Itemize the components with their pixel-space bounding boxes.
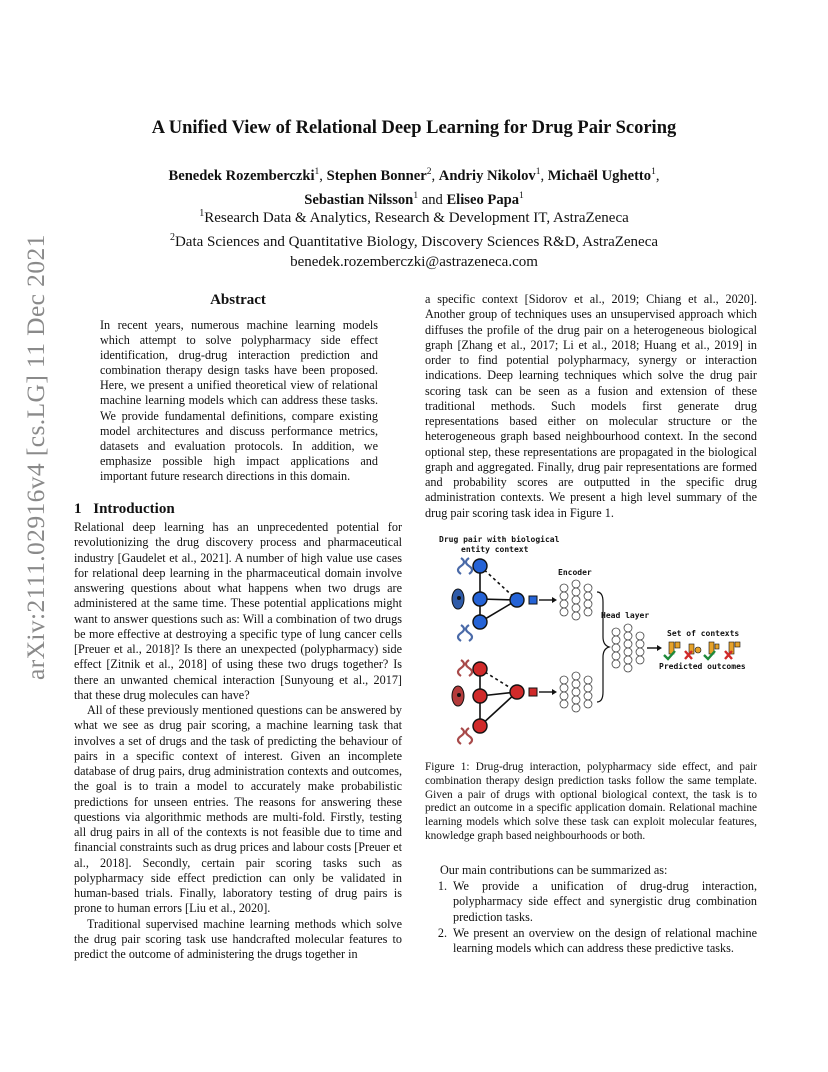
pill-icon	[529, 688, 537, 696]
figure-label: Set of contexts	[667, 629, 740, 638]
drug-node	[473, 615, 487, 629]
contributions-list	[425, 879, 757, 957]
author-name: Stephen Bonner	[326, 167, 427, 184]
author-name: Eliseo Papa	[446, 191, 520, 208]
encoder-network	[560, 580, 592, 620]
cell-icon	[452, 589, 464, 609]
figure-label: Predicted outcomes	[659, 662, 746, 671]
left-column-text	[74, 520, 402, 962]
figure-1	[425, 532, 757, 752]
dna-icon	[458, 660, 472, 676]
section-heading: 1 Introduction	[74, 501, 175, 517]
author-email: benedek.rozemberczki@astrazeneca.com	[290, 254, 538, 270]
affiliations: $^1$Research Data & Analytics, Research & Development IT, AstraZeneca $^2$Data Sciences and Quantitative Biology, Discovery Sciences R&D, AstraZeneca benedek.rozemberczki@astrazeneca.com	[0, 204, 828, 272]
figure-diagram	[425, 532, 757, 752]
dna-icon	[458, 728, 472, 744]
paragraph: Relational deep learning has an unprecedented potential for revolutionizing the drug discovery process and pharmaceutical industry [Gaudelet et al., 2021]. A number of high value use cases for relational deep learning in the pharmaceutical domain involve answering questions about what happens when two drugs are administered at the same time. These potential applications might want to answer questions such as: Will a combination of two drugs be more effective at destroying a specific type of lung cancer cells [Preuer et al., 2018]? Is there an unexpected (polypharmacy) side effect [Zitnik et al., 2018] of using these two drugs together? Is there an unwanted chemical interaction [Sunyoung et al., 2017] that these drug molecules can have?	[74, 520, 402, 702]
affiliation-1: Research Data & Analytics, Research & Development IT, AstraZeneca	[204, 210, 629, 226]
paragraph: a specific context [Sidorov et al., 2019; Chiang et al., 2020]. Another group of techniques uses an unsupervised approach which diffuses the profile of the drug pair on a heterogeneous biological graph [Zhang et al., 2017; Li et al., 2018; Huang et al., 2019] in order to find potential polypharmacy, synergy or interaction indications. Deep learning techniques which solve the drug pair scoring task can be seen as a fusion and extension of these traditional methods. Such models first generate drug representations based either on molecular structure or the heterogeneous graph based neighbourhood context. In the second optional step, these representations are propagated in the biological graph and aggregated. Finally, drug pair representations are formed and probability scores are outputted in the specific drug administration contexts. We present a high level summary of the drug pair scoring task idea in Figure 1.	[425, 292, 757, 520]
drug-node	[473, 689, 487, 703]
author-list: Benedek Rozemberczki$^1$, Stephen Bonner$^2$, Andriy Nikolov$^1$, Michaël Ughetto$^1$, Sebastian Nilsson$^1$ and Eliseo Papa$^1$	[168, 167, 660, 208]
cross-icon	[725, 651, 732, 659]
list-item: 2. We present an overview on the design of relational machine learning models which can address these predictive tasks.	[437, 925, 757, 955]
figure-caption: Figure 1: Drug-drug interaction, polypharmacy side effect, and pair combination therapy design prediction tasks follow the same template. Given a pair of drugs with optional biological context, the task is to predict an outcome in a specific application domain. Relational machine learning models which solve these task can exploit molecular features, knowledge graph based neighbourhoods or both.	[425, 761, 757, 842]
author-name: Sebastian Nilsson	[304, 191, 414, 208]
drug-node	[473, 662, 487, 676]
list-item: 1. We provide a unification of drug-drug interaction, polypharmacy side effect and synergistic drug combination prediction tasks.	[437, 879, 757, 924]
figure-label: Encoder	[558, 568, 592, 577]
cell-icon	[452, 686, 464, 706]
author-name: Andriy Nikolov	[438, 167, 536, 184]
figure-label: entity context	[461, 545, 529, 554]
abstract-body: In recent years, numerous machine learning models which attempt to solve polypharmacy side effect identification, drug-drug interaction prediction and combination therapy design tasks have been proposed. Here, we present a unified theoretical view of relational machine learning models which can address these tasks. We provide fundamental definitions, compare existing model architectures and discuss performance metrics, datasets and evaluation protocols. In addition, we emphasize possible high impact applications and important future research directions in this domain.	[100, 318, 378, 483]
arxiv-identifier: arXiv:2111.02916v4 [cs.LG] 11 Dec 2021	[21, 234, 50, 680]
dna-icon	[458, 558, 472, 574]
drug-node	[510, 593, 524, 607]
author-name: Benedek Rozemberczki	[168, 167, 315, 184]
drug-node	[510, 685, 524, 699]
paragraph: All of these previously mentioned questions can be answered by what we see as drug pair scoring, a machine learning task that involves a set of drugs and the task of predicting the behaviour of pairs in a specific context of interest. Given an incomplete database of drug pairs, drug administration contexts and outcomes, the goal is to train a model to accurately make probabilistic predictions for unseen entries. The reasons for answering these questions via algorithmic methods are multi-fold. Firstly, testing all drug pairs in all of the contexts is not feasible due to time and financial constraints such as drug prices and labour costs [Preuer et al., 2018]. Secondly, certain pair scoring tasks such as polypharmacy side effect prediction can only be validated in human-based trials. Finally, laboratory testing of drug pairs is prone to human errors [Liu et al., 2020].	[74, 703, 402, 916]
figure-label: Head layer	[601, 611, 650, 620]
encoder-network	[560, 672, 592, 712]
dna-icon	[458, 625, 472, 641]
brace	[597, 592, 609, 702]
pill-icon	[529, 596, 537, 604]
figure-label: Drug pair with biological	[439, 535, 560, 544]
drug-node	[473, 719, 487, 733]
author-name: Michaël Ughetto	[547, 167, 652, 184]
drug-node	[473, 559, 487, 573]
head-layer-network	[612, 624, 644, 672]
affiliation-2: Data Sciences and Quantitative Biology, Discovery Sciences R&D, AstraZeneca	[174, 234, 659, 250]
drug-node	[473, 592, 487, 606]
right-column-text	[425, 292, 757, 521]
cross-icon	[685, 651, 692, 659]
paper-title: A Unified View of Relational Deep Learning for Drug Pair Scoring	[151, 118, 677, 138]
paragraph: Traditional supervised machine learning methods which solve the drug pair scoring task use handcrafted molecular features to predict the outcome of administering the drugs together in	[74, 916, 402, 961]
contributions-intro: Our main contributions can be summarized as:	[440, 863, 668, 877]
abstract-heading: Abstract	[210, 292, 266, 308]
